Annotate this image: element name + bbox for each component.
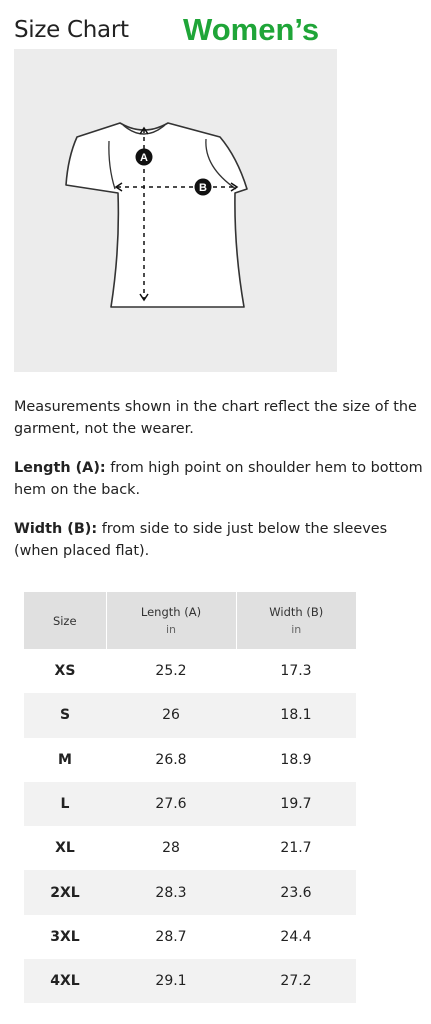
size-cell: XL	[55, 840, 75, 857]
size-cell: 4XL	[24, 959, 106, 1003]
width-definition	[14, 518, 424, 562]
width-cell: 24.4	[280, 928, 312, 945]
size-cell: XS	[54, 663, 76, 680]
marker-a-label: A	[140, 152, 148, 164]
table-row	[24, 649, 356, 693]
length-cell: 25.2	[155, 663, 187, 680]
width-definition-label: Width (B):	[14, 521, 98, 537]
width-cell: 17.3	[280, 663, 312, 680]
table-row	[24, 693, 356, 737]
tshirt-illustration	[14, 49, 337, 372]
width-column-header	[236, 592, 356, 649]
size-cell: S	[24, 693, 106, 737]
width-cell: 27.2	[236, 959, 356, 1003]
size-cell: 3XL	[50, 928, 80, 945]
length-cell: 29.1	[106, 959, 236, 1003]
width-cell: 23.6	[236, 870, 356, 914]
table-header-row	[24, 592, 356, 649]
gender-label: Women’s	[183, 12, 320, 47]
width-cell: 19.7	[236, 782, 356, 826]
length-cell: 26	[106, 693, 236, 737]
table-row	[24, 738, 356, 782]
width-cell: 18.9	[280, 751, 312, 768]
table-row	[24, 870, 356, 914]
table-row	[24, 782, 356, 826]
width-header-label: Width (B)	[269, 604, 324, 619]
length-header-label: Length (A)	[140, 604, 202, 619]
size-cell: 2XL	[24, 870, 106, 914]
length-definition-label: Length (A):	[14, 460, 106, 476]
measurement-note: Measurements shown in the chart reflect the size of the garment, not the wearer.	[14, 399, 417, 437]
length-column-header	[106, 592, 236, 649]
width-cell: 18.1	[236, 693, 356, 737]
length-cell: 28.3	[106, 870, 236, 914]
page-title: Size Chart	[14, 17, 129, 43]
length-definition-text: from high point on shoulder hem to bottom hem on the back.	[14, 460, 423, 498]
length-cell: 27.6	[106, 782, 236, 826]
size-header-label: Size	[52, 613, 77, 628]
width-header-unit: in	[291, 622, 302, 636]
length-cell: 26.8	[155, 751, 187, 768]
tshirt-outline	[66, 123, 247, 307]
table-row	[24, 915, 356, 959]
width-cell: 21.7	[280, 840, 312, 857]
table-row	[24, 826, 356, 870]
size-cell: L	[24, 782, 106, 826]
length-cell: 28.7	[155, 928, 187, 945]
length-cell: 28	[162, 840, 180, 857]
table-row	[24, 959, 356, 1003]
width-definition-text: from side to side just below the sleeves (when placed flat).	[14, 521, 388, 559]
length-definition	[14, 457, 424, 501]
length-header-unit: in	[165, 622, 177, 636]
tshirt-diagram	[14, 49, 337, 372]
marker-b-label: B	[199, 182, 207, 194]
size-column-header	[24, 592, 106, 649]
size-table	[24, 592, 356, 1003]
size-cell: M	[58, 751, 72, 768]
